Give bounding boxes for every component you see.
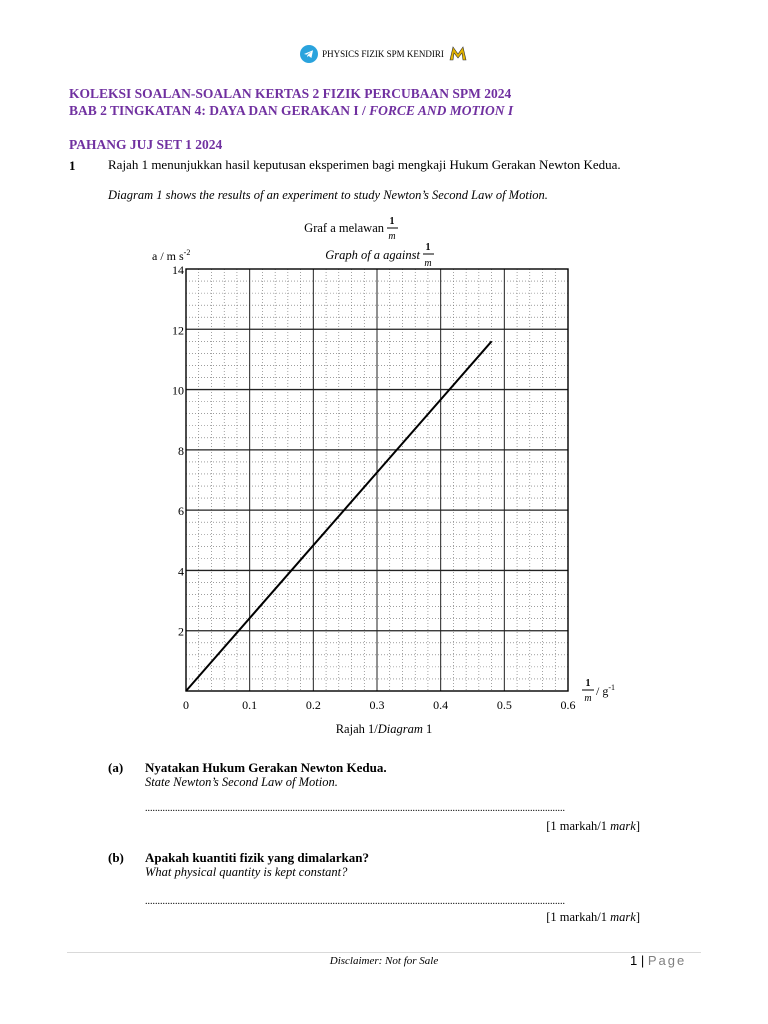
part-a-mark-ms: [1 markah/1 xyxy=(546,819,611,833)
x-label-frac-num: 1 xyxy=(585,678,591,689)
page-number xyxy=(630,953,686,968)
part-a-text-en: State Newton’s Second Law of Motion. xyxy=(145,775,338,789)
footer-divider xyxy=(67,952,701,953)
document-title: KOLEKSI SOALAN-SOALAN KERTAS 2 FIZIK PERCUBAAN SPM 2024 xyxy=(69,86,512,101)
chapter-title xyxy=(69,103,513,119)
part-b-mark-ms: [1 markah/1 xyxy=(546,910,611,924)
part-a-label: (a) xyxy=(108,760,124,775)
y-axis-label-text: a / m s xyxy=(152,249,184,263)
question-text-ms: Rajah 1 menunjukkan hasil keputusan eksperimen bagi mengkaji Hukum Gerakan Newton Kedua. xyxy=(108,157,621,172)
caption-en: Diagram xyxy=(377,722,423,736)
part-a-mark xyxy=(440,819,640,834)
y-axis-label xyxy=(152,248,190,263)
footer-disclaimer: Disclaimer: Not for Sale xyxy=(329,955,439,967)
y-axis-label-sup: -2 xyxy=(183,248,191,257)
set-title: PAHANG JUJ SET 1 2024 xyxy=(69,137,223,152)
part-b-answer-line[interactable]: ........................................................................................................................................................................ xyxy=(145,896,565,907)
y-tick-labels xyxy=(172,263,184,639)
grid-major xyxy=(186,269,568,691)
x-label-frac-den: m xyxy=(584,693,592,704)
graph-title-en: Graph of a against xyxy=(325,248,420,262)
part-a-mark-en: mark xyxy=(610,819,636,833)
part-b-mark-end: ] xyxy=(635,910,640,924)
y-tick-label: 10 xyxy=(172,383,184,398)
x-tick-labels xyxy=(183,698,576,712)
x-tick-label: 0.3 xyxy=(369,698,385,712)
y-tick-label: 4 xyxy=(178,564,184,579)
page-number-value: 1 xyxy=(630,953,638,968)
page-label: Page xyxy=(647,953,687,968)
x-tick-label: 0 xyxy=(183,698,189,712)
y-tick-label: 14 xyxy=(172,263,184,277)
graph-diagram xyxy=(130,215,630,712)
y-tick-label: 12 xyxy=(172,323,184,338)
x-tick-label: 0.5 xyxy=(496,698,512,712)
chapter-title-en: FORCE AND MOTION I xyxy=(369,103,514,118)
title-frac-num-2: 1 xyxy=(425,242,431,253)
caption-ms: Rajah 1/ xyxy=(335,722,378,736)
part-a-mark-end: ] xyxy=(635,819,640,833)
part-a-text-ms: Nyatakan Hukum Gerakan Newton Kedua. xyxy=(145,760,387,775)
title-frac-den-2: m xyxy=(424,258,432,269)
title-frac-den-1: m xyxy=(388,231,396,242)
x-tick-label: 0.6 xyxy=(560,698,576,712)
header-text: PHYSICS FIZIK SPM KENDIRI xyxy=(322,49,444,59)
caption-num: 1 xyxy=(422,722,433,736)
x-tick-label: 0.4 xyxy=(433,698,449,712)
y-tick-label: 8 xyxy=(178,443,184,458)
title-frac-num-1: 1 xyxy=(389,216,395,227)
x-axis-unit xyxy=(596,683,615,698)
question-number: 1 xyxy=(69,158,76,173)
page-number-separator: | xyxy=(640,953,645,968)
x-axis-unit-text: / g xyxy=(596,684,609,698)
x-tick-label: 0.2 xyxy=(305,698,321,712)
part-b-text-ms: Apakah kuantiti fizik yang dimalarkan? xyxy=(145,850,369,865)
part-b-mark-en: mark xyxy=(610,910,636,924)
m-logo-icon xyxy=(448,44,468,64)
y-tick-label: 2 xyxy=(178,624,184,639)
x-tick-label: 0.1 xyxy=(242,698,258,712)
x-axis-unit-sup: -1 xyxy=(608,683,616,692)
graph-title-ms: Graf a melawan xyxy=(304,221,384,235)
part-a-answer-line[interactable]: ........................................................................................................................................................................ xyxy=(145,803,565,814)
telegram-icon xyxy=(300,45,318,63)
y-tick-label: 6 xyxy=(178,504,184,519)
part-b-label: (b) xyxy=(108,850,124,865)
part-b-text-en: What physical quantity is kept constant? xyxy=(145,865,348,879)
diagram-caption xyxy=(0,722,768,737)
part-b-mark xyxy=(440,910,640,925)
page-header xyxy=(0,40,768,68)
chapter-title-ms: BAB 2 TINGKATAN 4: DAYA DAN GERAKAN I / xyxy=(69,103,370,118)
question-text-en: Diagram 1 shows the results of an experiment to study Newton’s Second Law of Motion. xyxy=(108,188,548,202)
